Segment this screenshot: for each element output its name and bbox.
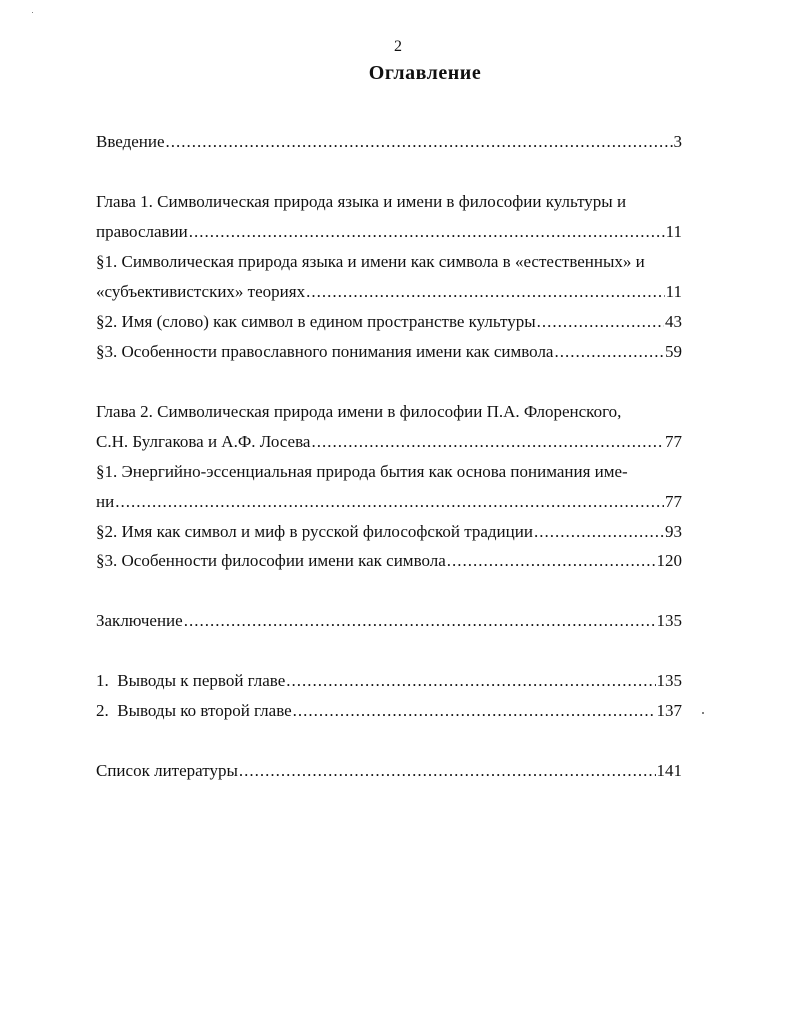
toc-ch1-s1-line1: §1. Символическая природа языка и имени как символа в «естественных» и <box>96 252 645 271</box>
dot-leader <box>166 131 673 153</box>
dot-leader <box>115 491 664 513</box>
toc-entry-chapter1 <box>96 221 682 243</box>
toc-page: 77 <box>665 432 682 451</box>
toc-label: Список литературы <box>96 761 238 780</box>
dot-leader <box>306 281 665 303</box>
toc-chapter2-line1: Глава 2. Символическая природа имени в философии П.А. Флоренского, <box>96 402 622 421</box>
toc-entry-item2 <box>96 700 682 722</box>
dot-leader <box>184 610 656 632</box>
toc-label: §3. Особенности православного понимания имени как символа <box>96 342 554 361</box>
toc-page: 135 <box>656 671 682 690</box>
toc-chapter1-line1: Глава 1. Символическая природа языка и имени в философии культуры и <box>96 192 627 211</box>
toc-page: 3 <box>673 132 682 151</box>
toc-label: С.Н. Булгакова и А.Ф. Лосева <box>96 432 311 451</box>
dot-leader <box>239 760 656 782</box>
scan-speck <box>32 12 33 13</box>
toc-entry-conclusion <box>96 610 682 632</box>
toc-label: 1. Выводы к первой главе <box>96 671 286 690</box>
toc-label: Заключение <box>96 611 183 630</box>
toc-page: 11 <box>665 222 682 241</box>
toc-page: 43 <box>665 312 682 331</box>
dot-leader <box>293 700 656 722</box>
toc-label: §2. Имя (слово) как символ в едином пространстве культуры <box>96 312 536 331</box>
toc-label: §2. Имя как символ и миф в русской философской традиции <box>96 522 533 541</box>
toc-label: ни <box>96 492 115 511</box>
page-title: Оглавление <box>368 62 482 84</box>
dot-leader <box>189 221 665 243</box>
toc-label: «субъективистских» теориях <box>96 282 306 301</box>
toc-entry-ch2-s1 <box>96 491 682 513</box>
toc-page: 137 <box>656 701 682 720</box>
toc-label: 2. Выводы ко второй главе <box>96 701 292 720</box>
toc-page: 11 <box>665 282 682 301</box>
toc-page: 141 <box>656 761 682 780</box>
toc-ch2-s1-line1: §1. Энергийно-эссенциальная природа бытия как основа понимания име- <box>96 462 628 481</box>
dot-leader <box>311 431 664 453</box>
toc-entry-bibliography <box>96 760 682 782</box>
dot-leader <box>554 341 664 363</box>
toc-page: 93 <box>665 522 682 541</box>
toc-entry-ch2-s3 <box>96 550 682 572</box>
toc-label: §3. Особенности философии имени как символа <box>96 551 446 570</box>
scan-speck <box>702 712 704 714</box>
toc-page: 135 <box>656 611 682 630</box>
dot-leader <box>447 550 656 572</box>
toc-entry-chapter2 <box>96 431 682 453</box>
toc-entry-ch1-s2 <box>96 311 682 333</box>
toc-entry-item1 <box>96 670 682 692</box>
toc-entry-intro <box>96 131 682 153</box>
toc-label: Введение <box>96 132 165 151</box>
page-number: 2 <box>394 38 402 55</box>
toc-entry-ch1-s3 <box>96 341 682 363</box>
toc-entry-ch2-s2 <box>96 521 682 543</box>
dot-leader <box>537 311 664 333</box>
dot-leader <box>534 521 664 543</box>
toc-page: 77 <box>665 492 682 511</box>
toc-label: православии <box>96 222 188 241</box>
toc-page: 59 <box>665 342 682 361</box>
dot-leader <box>286 670 655 692</box>
toc-entry-ch1-s1 <box>96 281 682 303</box>
toc-page: 120 <box>656 551 682 570</box>
